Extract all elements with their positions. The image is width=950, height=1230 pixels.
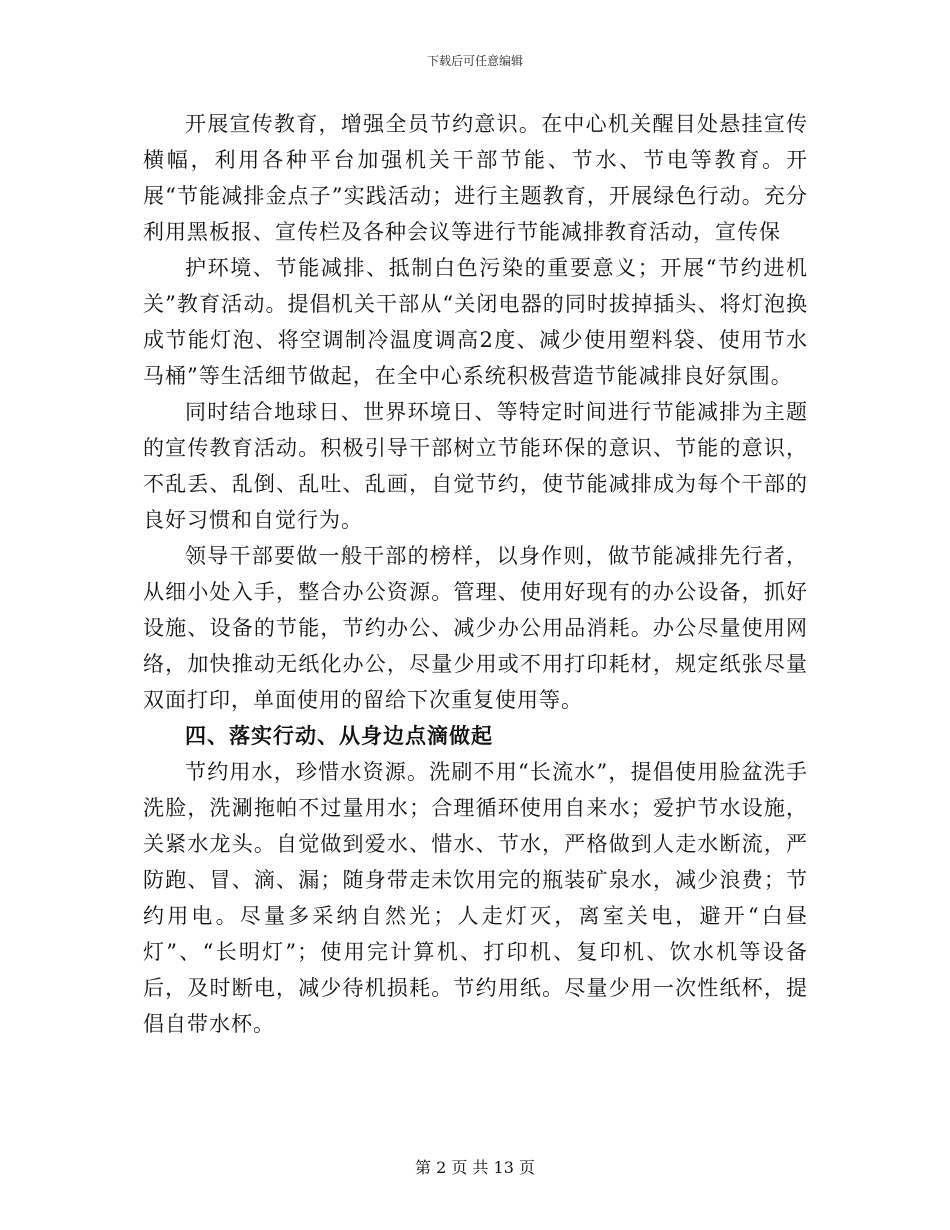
page-number: 第 2 页 共 13 页 [415,1158,535,1177]
paragraph-environment-awareness: 护环境、节能减排、抵制白色污染的重要意义；开展“节约进机关”教育活动。提倡机关干部从“关闭电器的同时拔掉插头、将灯泡换成节能灯泡、将空调制冷温度调高2度、减少使用塑料袋、使用节水马桶”等生活细节做起，在全中心系统积极营造节能减排良好氛围。 [143,256,808,388]
paragraph-themed-activities: 同时结合地球日、世界环境日、等特定时间进行节能减排为主题的宣传教育活动。积极引导干部树立节能环保的意识、节能的意识，不乱丢、乱倒、乱吐、乱画，自觉节约，使节能减排成为每个干部的良好习惯和自觉行为。 [143,400,808,532]
paragraph-save-water-power-paper: 节约用水，珍惜水资源。洗刷不用“长流水”，提倡使用脸盆洗手洗脸，洗涮拖帕不过量用水；合理循环使用自来水；爱护节水设施，关紧水龙头。自觉做到爱水、惜水、节水，严格做到人走水断流，严防跑、冒、滴、漏；随身带走未饮用完的瓶装矿泉水，减少浪费；节约用电。尽量多采纳自然光；人走灯灭，离室关电，避开“白昼灯”、“长明灯”；使用完计算机、打印机、复印机、饮水机等设备后，及时断电，减少待机损耗。节约用纸。尽量少用一次性纸杯，提倡自带水杯。 [143,760,808,1036]
paragraph-leadership-example: 领导干部要做一般干部的榜样，以身作则，做节能减排先行者，从细小处入手，整合办公资源。管理、使用好现有的办公设备，抓好设施、设备的节能，节约办公、减少办公用品消耗。办公尽量使用网络，加快推动无纸化办公，尽量少用或不用打印耗材，规定纸张尽量双面打印，单面使用的留给下次重复使用等。 [143,544,808,712]
section-heading: 四、落实行动、从身边点滴做起 [185,723,493,748]
document-body [143,106,808,1042]
paragraph-publicity-education: 开展宣传教育，增强全员节约意识。在中心机关醒目处悬挂宣传横幅，利用各种平台加强机关干部节能、节水、节电等教育。开展“节能减排金点子”实践活动；进行主题教育，开展绿色行动。充分利用黑板报、宣传栏及各种会议等进行节能减排教育活动，宣传保 [143,112,808,244]
page-header: 下载后可任意编辑 [426,54,523,68]
